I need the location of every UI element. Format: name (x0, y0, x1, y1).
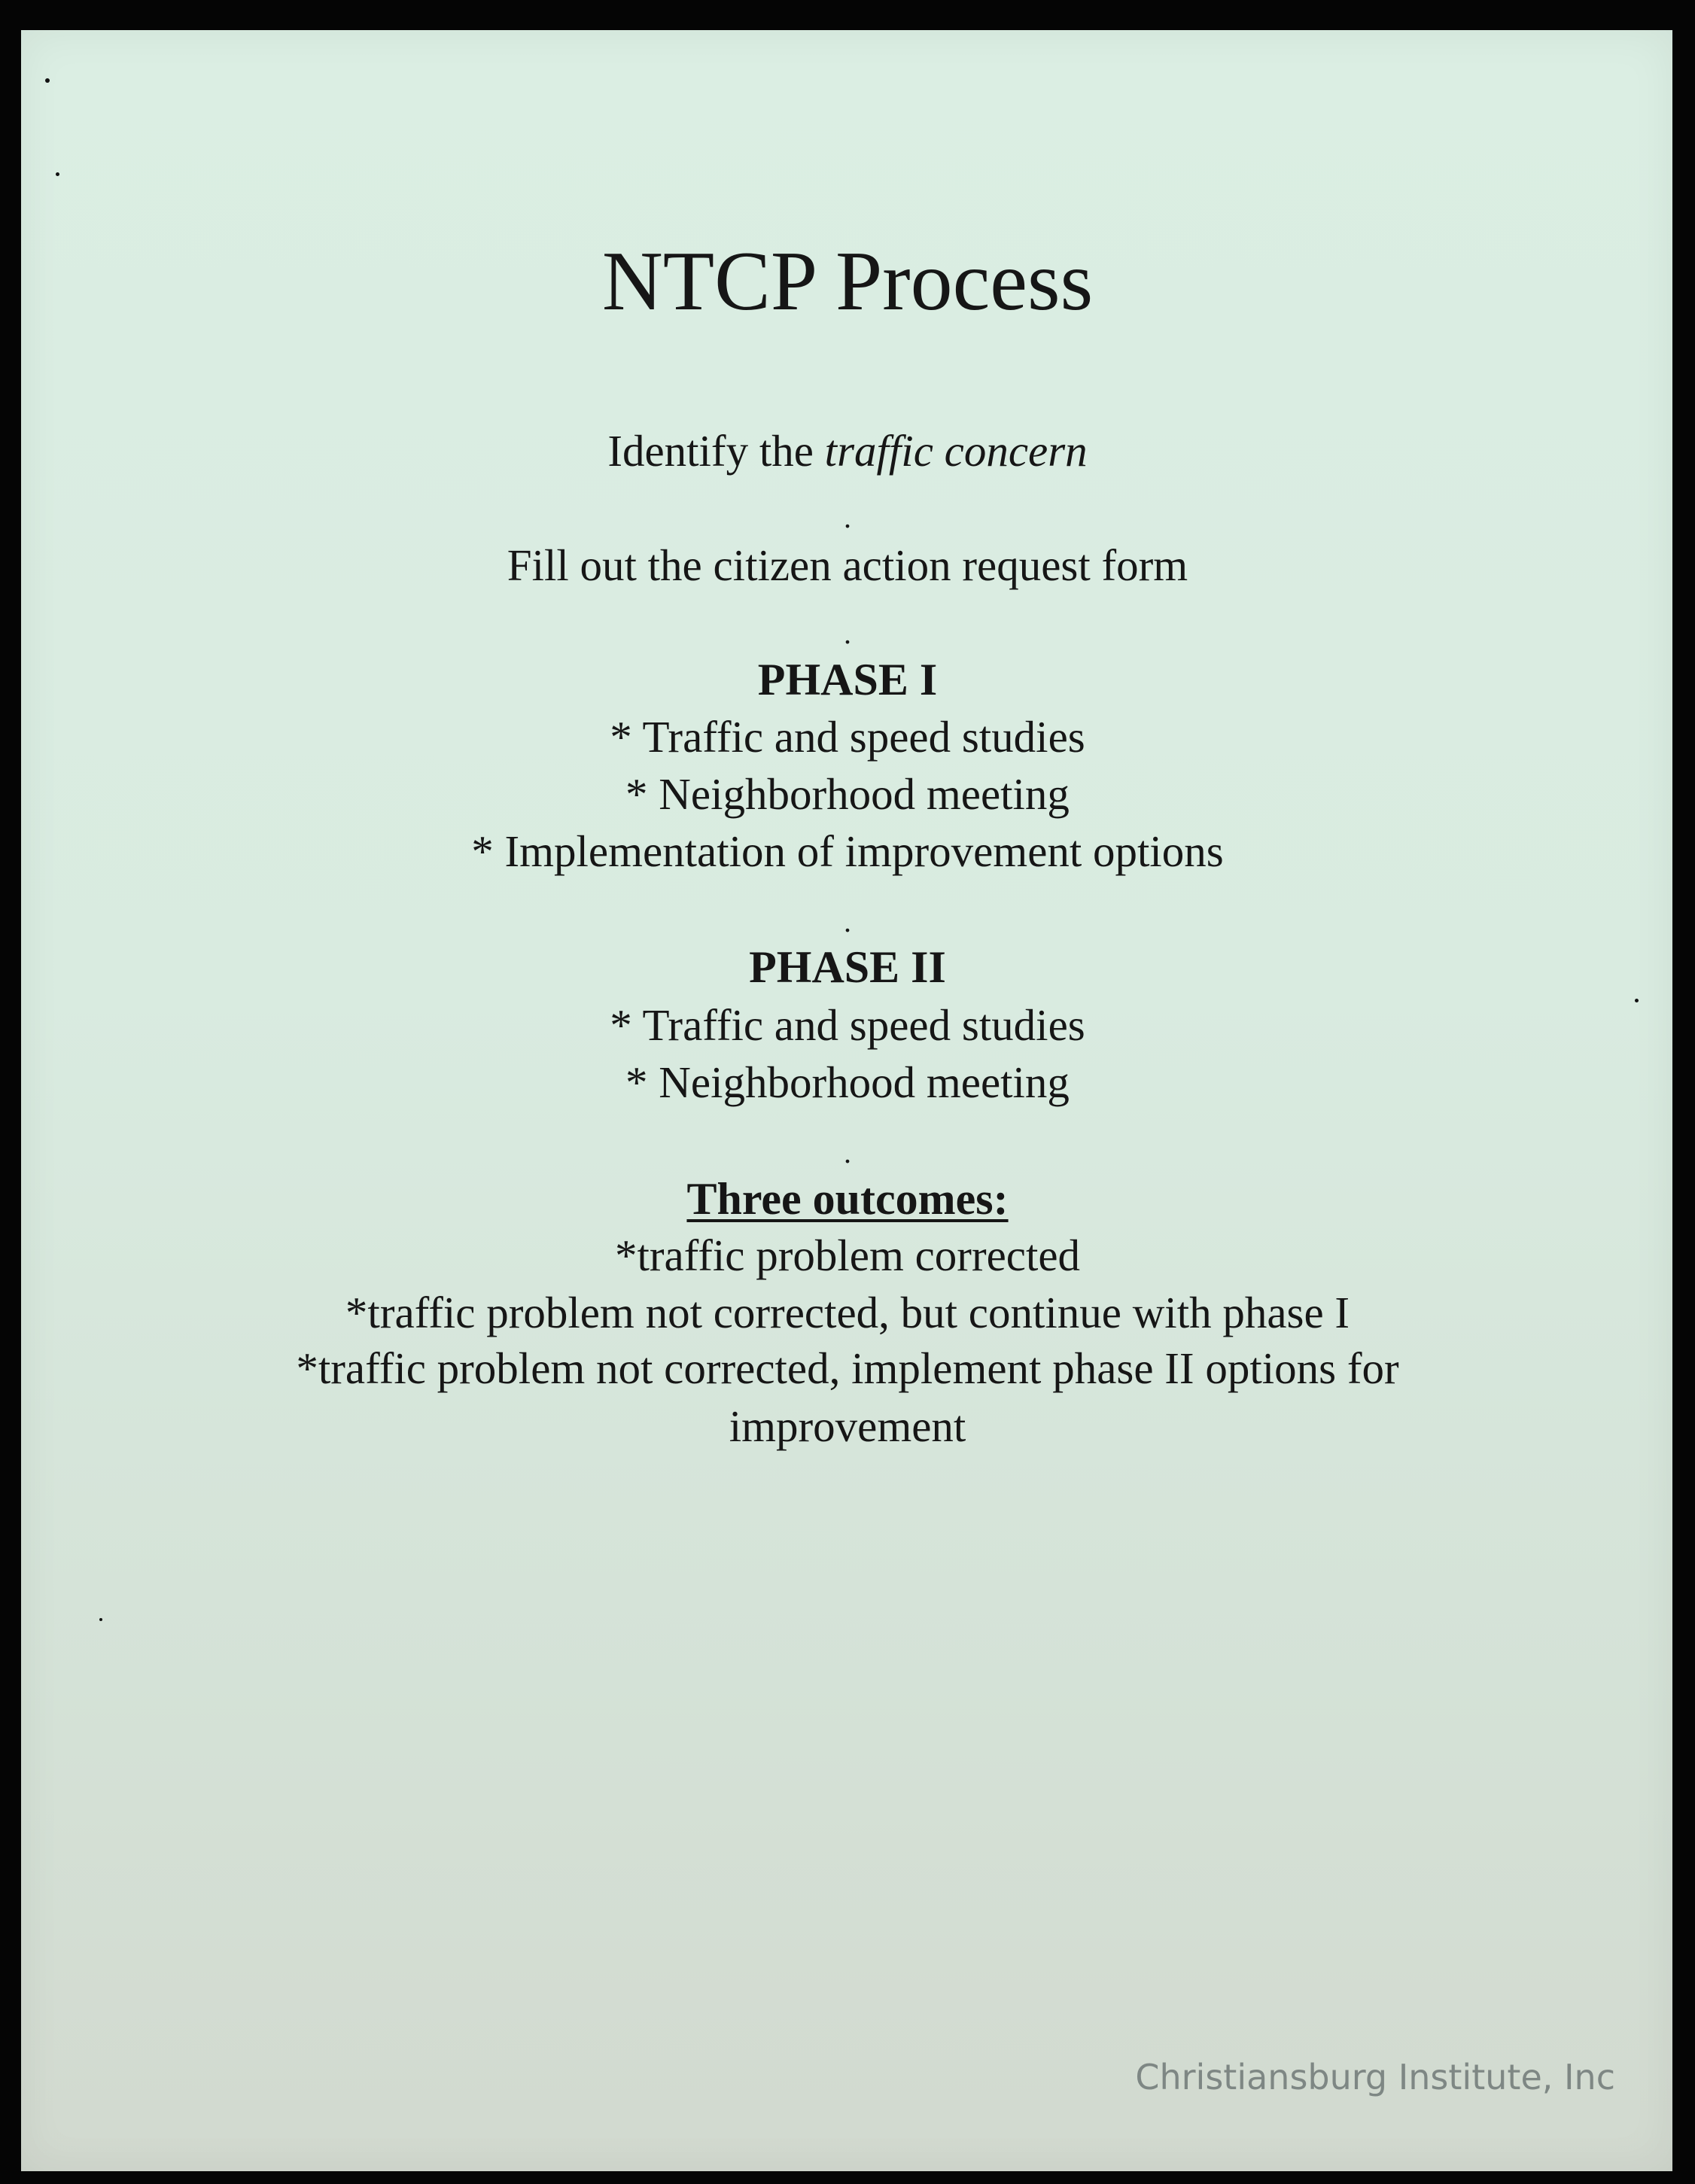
identify-emphasis: traffic concern (824, 426, 1088, 476)
phase-2-item: * Neighborhood meeting (625, 1057, 1070, 1107)
separator-dot: . (844, 616, 851, 650)
outcome-item: *traffic problem not corrected, implement phase II options for (296, 1343, 1399, 1393)
separator-dot: . (844, 905, 851, 938)
outcome-item: *traffic problem corrected (614, 1230, 1081, 1280)
identify-prefix: Identify the (607, 426, 825, 476)
phase-2-item: * Traffic and speed studies (610, 1000, 1085, 1050)
watermark: Christiansburg Institute, Inc (1135, 2057, 1615, 2097)
separator-dot: . (844, 1136, 851, 1170)
phase-1-item: * Implementation of improvement options (471, 826, 1224, 876)
separator-dot: . (844, 500, 851, 534)
outcomes-heading-wrap (0, 1174, 1695, 1224)
phase-1-item: * Traffic and speed studies (610, 712, 1085, 762)
phase-1-item: * Neighborhood meeting (625, 769, 1070, 819)
outcome-item: *traffic problem not corrected, but continue with phase I (345, 1288, 1350, 1337)
page-title: NTCP Process (601, 235, 1094, 328)
outcomes-heading: Three outcomes: (686, 1174, 1009, 1224)
phase-2-heading: PHASE II (749, 942, 946, 992)
identify-line (0, 426, 1695, 476)
phase-1-heading: PHASE I (757, 655, 938, 704)
outcome-item: improvement (729, 1401, 966, 1451)
fill-out-line: Fill out the citizen action request form (507, 540, 1188, 590)
